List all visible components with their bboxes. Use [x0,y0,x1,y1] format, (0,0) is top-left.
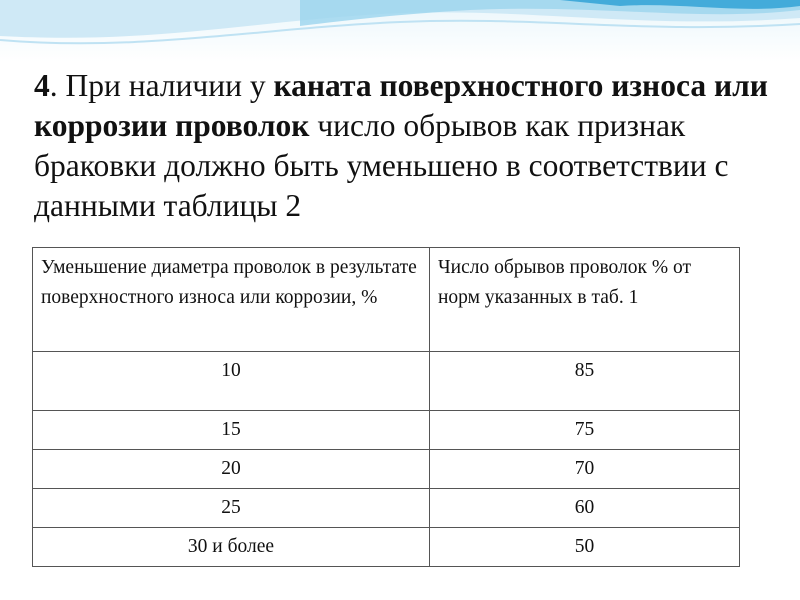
table-row [33,411,740,450]
table-cell: 15 [33,411,430,450]
table-cell: 25 [33,489,430,528]
decorative-wave [0,0,800,62]
table-row [33,528,740,567]
table-header-row [33,248,740,352]
table-cell: 60 [430,489,740,528]
table-cell: 75 [430,411,740,450]
heading-text-1: . При наличии у [49,68,274,103]
table-cell: 70 [430,450,740,489]
table-cell: 10 [33,352,430,411]
table-cell: 30 и более [33,528,430,567]
item-number: 4 [34,68,50,103]
table-cell: 50 [430,528,740,567]
wire-wear-table [32,247,740,567]
table-cell: 85 [430,352,740,411]
slide-heading [34,66,774,226]
table-header-diameter: Уменьшение диаметра проволок в результате поверхностного износа или коррозии, % [33,248,430,352]
table-row [33,450,740,489]
table-cell: 20 [33,450,430,489]
table-row [33,352,740,411]
table-header-breaks: Число обрывов проволок % от норм указанных в таб. 1 [430,248,740,352]
table-row [33,489,740,528]
heading-text-2: число обрывов как признак браковки должно быть уменьшено в соответствии с данными таблицы 2 [34,108,729,223]
heading-text-bold: каната поверхностного износа или коррозии проволок [34,68,768,143]
